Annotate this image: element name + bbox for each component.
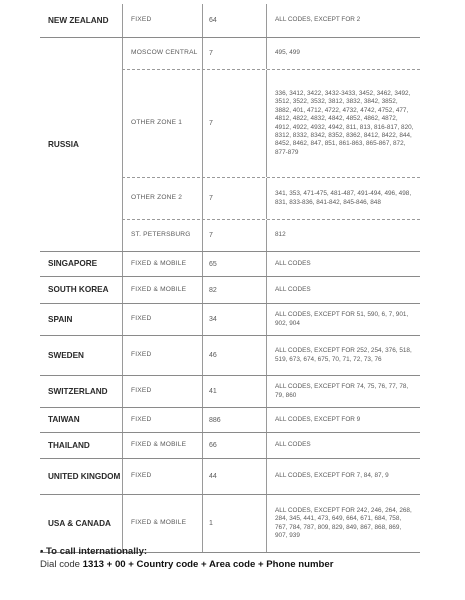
country-code: 886 — [202, 408, 266, 432]
line-type: FIXED & MOBILE — [122, 433, 202, 458]
line-type: FIXED — [122, 304, 202, 335]
area-codes: 495, 499 — [266, 38, 420, 69]
country-name: TAIWAN — [48, 415, 80, 425]
country-code: 7 — [202, 178, 266, 219]
area-codes: ALL CODES — [266, 433, 420, 458]
area-codes: 336, 3412, 3422, 3432-3433, 3452, 3462, 3492, 3512, 3522, 3532, 3812, 3832, 3842, 3852, 3882, 401, 4712, 4722, 4732, 4742, 4752, 477, 4812, 4822, 4832, 4842, 4852, 4862, 4872, 4912, 4922, 4932, 4942, 811, 813, 816-817, 820, 8312, 8332, 8342, 8352, 8362, 8412, 8422, 844, 8452, 8462, 847, 851, 861-863, 865-867, 872, 877-879 — [266, 70, 420, 177]
table-row — [40, 495, 420, 553]
country-code: 1 — [202, 495, 266, 552]
country-name: SPAIN — [48, 314, 73, 324]
area-codes: ALL CODES, EXCEPT FOR 51, 590, 6, 7, 901, 902, 904 — [266, 304, 420, 335]
table-row — [40, 433, 420, 459]
table-row — [122, 220, 420, 251]
table-row — [40, 4, 420, 38]
country-name: THAILAND — [48, 440, 90, 450]
country-code: 46 — [202, 336, 266, 375]
line-type: FIXED & MOBILE — [122, 277, 202, 303]
country-name: UNITED KINGDOM — [48, 471, 121, 481]
country-code: 41 — [202, 376, 266, 407]
country-code: 66 — [202, 433, 266, 458]
table-row — [122, 178, 420, 220]
area-codes: ALL CODES — [266, 252, 420, 276]
country-code: 7 — [202, 70, 266, 177]
area-codes: ALL CODES — [266, 277, 420, 303]
country-code: 7 — [202, 220, 266, 251]
area-codes: ALL CODES, EXCEPT FOR 252, 254, 376, 518, 519, 673, 674, 675, 70, 71, 72, 73, 76 — [266, 336, 420, 375]
table-row — [122, 38, 420, 70]
dial-formula: 1313 + 00 + Country code + Area code + Phone number — [82, 559, 334, 570]
line-type: MOSCOW CENTRAL — [122, 38, 202, 69]
country-code: 44 — [202, 459, 266, 494]
line-type: FIXED & MOBILE — [122, 495, 202, 552]
call-note: • To call internationally: — [40, 546, 148, 557]
country-code: 34 — [202, 304, 266, 335]
area-codes: ALL CODES, EXCEPT FOR 2 — [266, 4, 420, 37]
country-name: SWITZERLAND — [48, 386, 108, 396]
dial-instruction — [40, 559, 440, 570]
table-row — [40, 376, 420, 408]
area-codes: ALL CODES, EXCEPT FOR 242, 246, 264, 268, 284, 345, 441, 473, 649, 664, 671, 684, 758, 767, 784, 787, 809, 829, 849, 867, 868, 869, 907, 939 — [266, 495, 420, 552]
line-type: FIXED — [122, 336, 202, 375]
line-type: OTHER ZONE 1 — [122, 70, 202, 177]
area-codes: 341, 353, 471-475, 481-487, 491-494, 496, 498, 831, 833-836, 841-842, 845-846, 848 — [266, 178, 420, 219]
area-codes: ALL CODES, EXCEPT FOR 9 — [266, 408, 420, 432]
line-type: ST. PETERSBURG — [122, 220, 202, 251]
line-type: FIXED — [122, 4, 202, 37]
dial-prefix: Dial code — [40, 559, 83, 570]
country-name: SOUTH KOREA — [48, 285, 109, 295]
line-type: OTHER ZONE 2 — [122, 178, 202, 219]
country-code: 64 — [202, 4, 266, 37]
russia-subrows — [122, 38, 420, 251]
table-row — [40, 336, 420, 376]
table-row — [40, 277, 420, 304]
table-row — [40, 408, 420, 433]
table-row — [40, 304, 420, 336]
country-name: SWEDEN — [48, 350, 84, 360]
country-name: RUSSIA — [48, 140, 79, 149]
table-row — [40, 459, 420, 495]
line-type: FIXED — [122, 459, 202, 494]
country-name: SINGAPORE — [48, 259, 98, 269]
line-type: FIXED & MOBILE — [122, 252, 202, 276]
country-code: 65 — [202, 252, 266, 276]
russia-group — [40, 38, 420, 252]
country-name: NEW ZEALAND — [48, 15, 109, 25]
area-codes: ALL CODES, EXCEPT FOR 74, 75, 76, 77, 78, 79, 860 — [266, 376, 420, 407]
rates-table — [40, 4, 420, 553]
country-code: 7 — [202, 38, 266, 69]
area-codes: ALL CODES, EXCEPT FOR 7, 84, 87, 9 — [266, 459, 420, 494]
line-type: FIXED — [122, 408, 202, 432]
country-code: 82 — [202, 277, 266, 303]
table-row — [122, 70, 420, 178]
country-name: USA & CANADA — [48, 518, 111, 528]
table-row — [40, 252, 420, 277]
footer-instructions — [40, 546, 440, 570]
area-codes: 812 — [266, 220, 420, 251]
line-type: FIXED — [122, 376, 202, 407]
